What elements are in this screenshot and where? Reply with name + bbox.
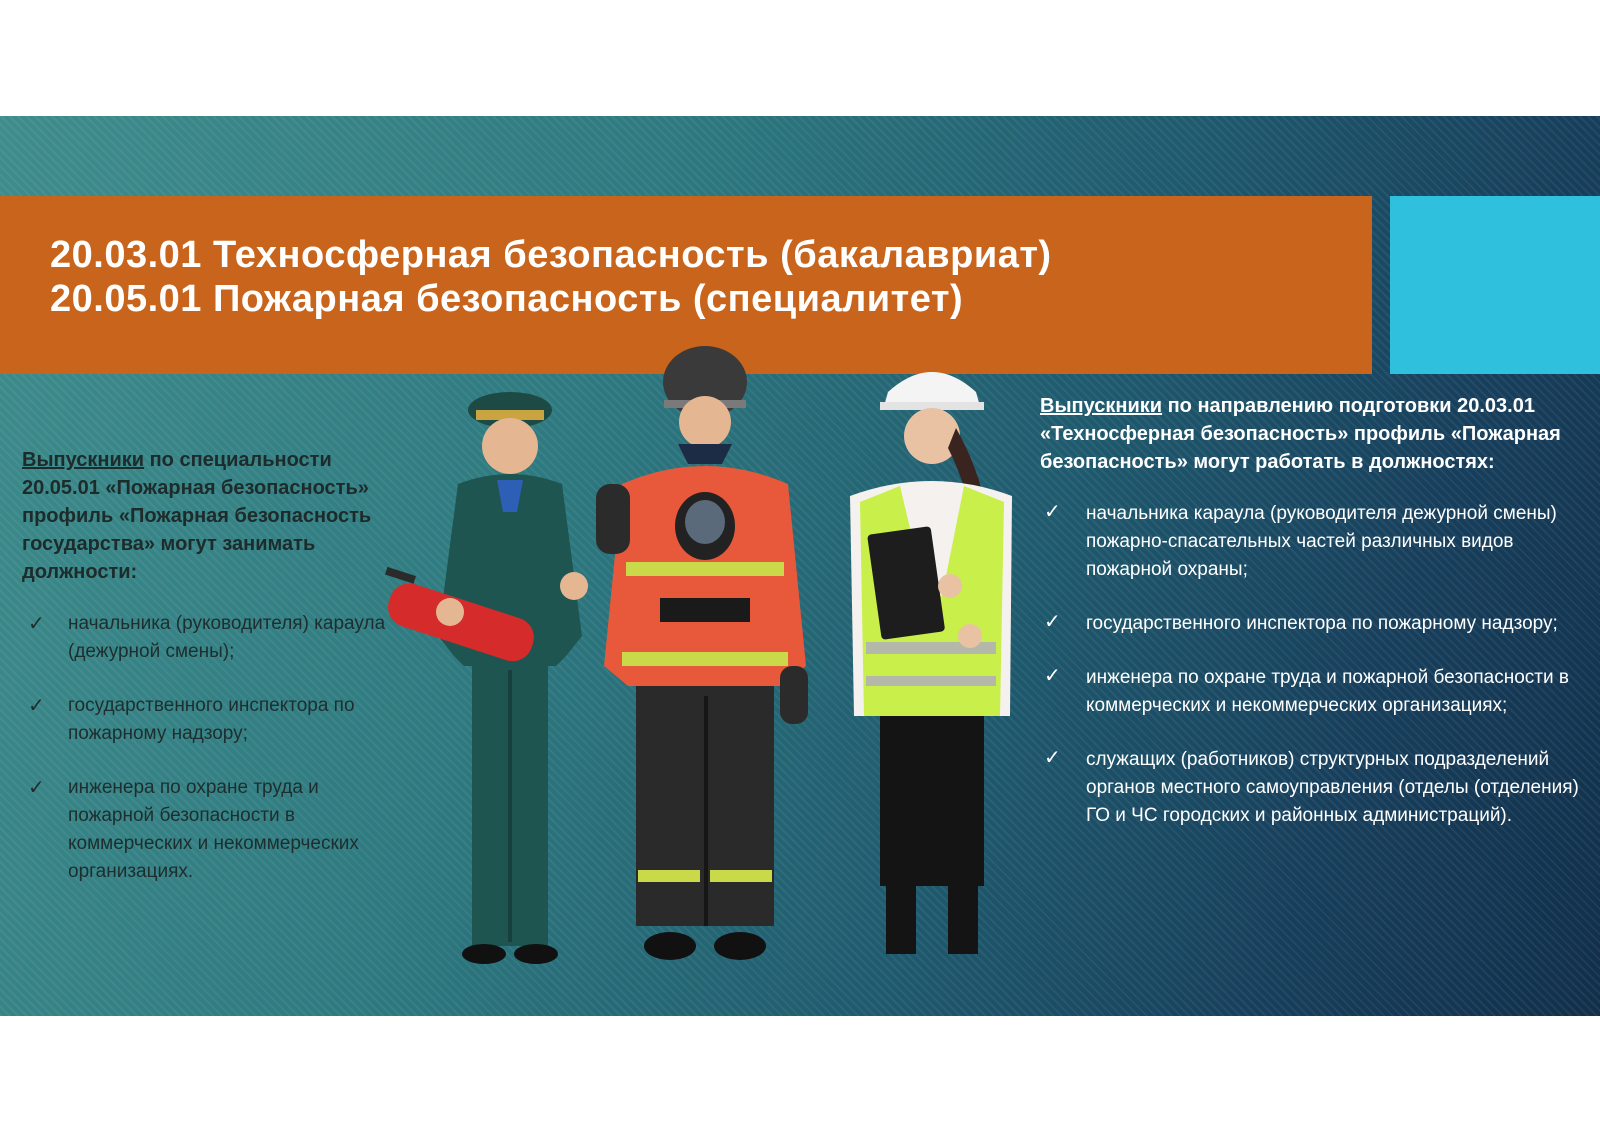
check-icon: ✓: [28, 695, 45, 717]
right-list: [1040, 500, 1580, 830]
right-heading-rest: по направлению подготовки 20.03.01 «Техносферная безопасность» профиль «Пожарная безопасность» могут работать в должностях:: [1040, 395, 1561, 473]
list-item: ✓ государственного инспектора по пожарному надзору;: [1040, 610, 1580, 638]
list-item: ✓ государственного инспектора по пожарному надзору;: [22, 692, 392, 748]
list-item: ✓ начальника караула (руководителя дежурной смены) пожарно-спасательных частей различных видов пожарной охраны;: [1040, 500, 1580, 584]
check-icon: ✓: [1044, 501, 1061, 523]
list-item: ✓ служащих (работников) структурных подразделений органов местного самоуправления (отделы (отделения) ГО и ЧС городских и районных администраций).: [1040, 746, 1580, 830]
accent-square: [1390, 196, 1600, 374]
title-line-2: 20.05.01 Пожарная безопасность (специалитет): [50, 278, 964, 320]
check-icon: ✓: [28, 777, 45, 799]
left-list: [22, 610, 392, 886]
check-icon: ✓: [1044, 665, 1061, 687]
right-column: [1040, 392, 1580, 856]
officer-figure: [383, 392, 588, 964]
list-item: ✓ начальника (руководителя) караула (дежурной смены);: [22, 610, 392, 666]
list-item: ✓ инженера по охране труда и пожарной безопасности в коммерческих и некоммерческих организациях.: [22, 774, 392, 886]
left-heading-rest: по специальности 20.05.01 «Пожарная безопасность» профиль «Пожарная безопасность государства» могут занимать должности:: [22, 449, 372, 583]
list-item: ✓ инженера по охране труда и пожарной безопасности в коммерческих и некоммерческих организациях;: [1040, 664, 1580, 720]
right-heading-lead: Выпускники: [1040, 395, 1163, 417]
left-heading-lead: Выпускники: [22, 449, 145, 471]
check-icon: ✓: [28, 613, 45, 635]
left-heading: [22, 446, 392, 586]
check-icon: ✓: [1044, 747, 1061, 769]
slide: [0, 116, 1600, 1016]
firefighter-figure: [596, 346, 808, 960]
title-line-1: 20.03.01 Техносферная безопасность (бакалавриат): [50, 234, 1052, 276]
right-heading: [1040, 392, 1580, 476]
check-icon: ✓: [1044, 611, 1061, 633]
left-column: [22, 446, 392, 912]
figures-illustration: [360, 336, 1040, 1016]
engineer-figure: [850, 372, 1012, 954]
